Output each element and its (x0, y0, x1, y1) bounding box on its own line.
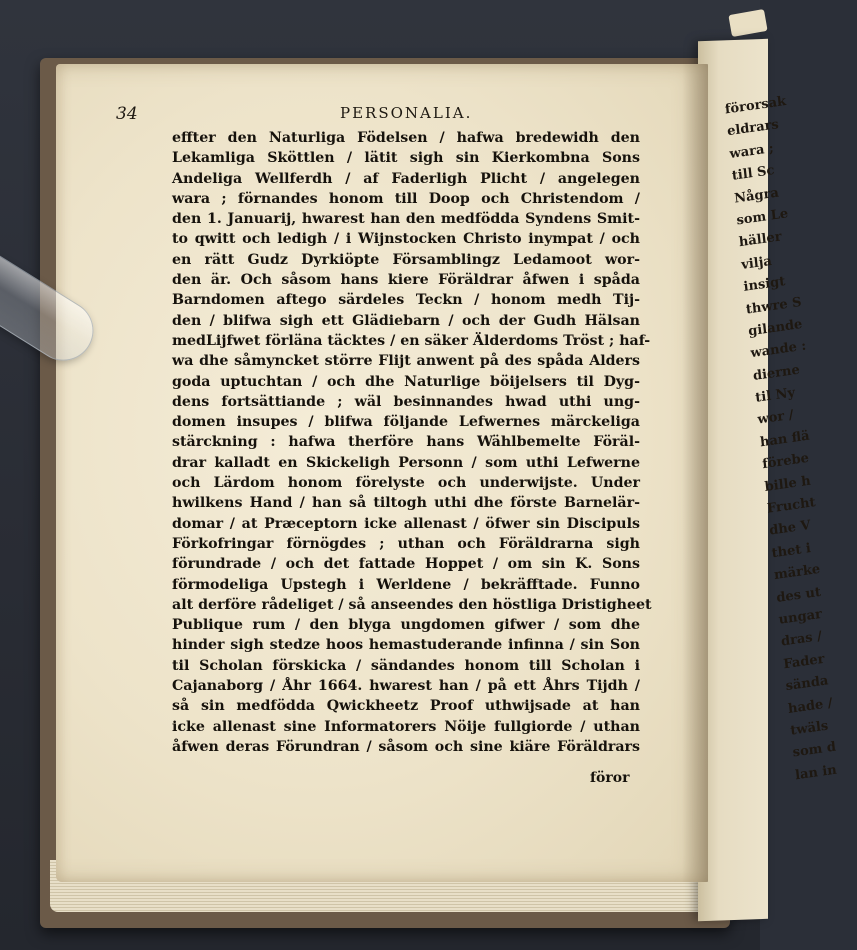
facing-page-line: Fader (782, 651, 826, 673)
text-line: stärckning : hafwa therföre hans Wählbemelte Föräl- (172, 434, 640, 451)
page-gutter-shadow (682, 64, 708, 882)
facing-page-line: bille h (763, 473, 812, 495)
facing-page-line: lan in (794, 762, 838, 784)
facing-page-line: Frucht (766, 495, 817, 517)
facing-page-line: vilja (740, 253, 773, 273)
text-line: to qwitt och ledigh / i Wijnstocken Christo inympat / och (172, 231, 640, 248)
facing-page-line: wara ; (728, 140, 775, 162)
text-line: til Scholan förskicka / sändandes honom till Scholan i (172, 657, 640, 674)
facing-page-line: insigt (742, 274, 786, 295)
facing-page-line: twäls (789, 718, 829, 739)
facing-page-line: till Sc (731, 163, 776, 184)
facing-page-line: eldrars (726, 117, 780, 140)
body-text (172, 128, 652, 757)
running-head: PERSONALIA. (340, 104, 473, 122)
text-line: Barndomen aftego särdeles Teckn / honom medh Tij- (172, 292, 640, 309)
text-line: domen insupes / blifwa följande Lefwernes märckeliga (172, 414, 640, 431)
facing-page-line: märke (773, 562, 821, 584)
text-line: Lekamliga Sköttlen / lätit sigh sin Kierkombna Sons (172, 150, 640, 167)
facing-page-line: häller (738, 229, 783, 251)
text-line: goda uptuchtan / och dhe Naturlige böijelsers til Dyg- (172, 373, 640, 390)
facing-page (698, 39, 838, 921)
facing-page-line: Några (733, 185, 780, 207)
text-line: Förkofringar förnögdes ; uthan och Föräldrarna sigh (172, 535, 640, 552)
text-line: den 1. Januarij, hwarest han den medfödda Syndens Smit- (172, 211, 640, 228)
text-line: förundrade / och det fattade Hoppet / om sin K. Sons (172, 556, 640, 573)
text-line: medLijfwet förläna täcktes / en säker Älderdoms Tröst ; haf- (172, 332, 651, 349)
facing-page-line: ungar (778, 606, 823, 628)
page-corner-tab (728, 9, 767, 37)
text-line: drar kalladt en Skickeligh Personn / som uthi Lefwerne (172, 454, 640, 471)
text-line: den / blifwa sigh ett Glädiebarn / och der Gudh Hälsan (172, 312, 640, 329)
text-line: Cajanaborg / Åhr 1664. hwarest han / på ett Åhrs Tijdh / (172, 678, 640, 695)
text-line: en rätt Gudz Dyrkiöpte Församblingz Ledamoot wor- (172, 251, 640, 268)
facing-page-line: sända (785, 673, 830, 695)
text-line: domar / at Præceptorn icke allenast / öfwer sin Discipuls (172, 515, 640, 532)
facing-page-line: wande : (749, 338, 807, 362)
text-line: åfwen deras Förundran / såsom och sine kiäre Föräldrars (172, 738, 640, 755)
text-line: förmodeliga Upstegh i Werldene / bekräfftade. Funno (172, 576, 640, 593)
text-line: hwilkens Hand / han så tiltogh uthi dhe förste Barnelär- (172, 495, 640, 512)
facing-page-line: dhe V (768, 518, 812, 539)
facing-page-line: gilande (747, 316, 804, 340)
page-number: 34 (116, 104, 138, 124)
text-line: icke allenast sine Informatorers Nöije fullgiorde / uthan (172, 718, 640, 735)
text-line: effter den Naturliga Födelsen / hafwa bredewidh den (172, 130, 640, 146)
text-line: den är. Och såsom hans kiere Föräldrar åfwen i spåda (172, 272, 640, 289)
facing-page-line: som Le (735, 206, 789, 229)
facing-page-line: hade / (787, 695, 834, 717)
facing-page-line: des ut (775, 584, 822, 606)
text-line: alt derföre rådeliget / så anseendes den höstliga Dristigheet (172, 596, 652, 613)
facing-page-line: thwre S (745, 294, 803, 318)
facing-page-text (698, 91, 857, 791)
facing-page-line: til Ny (754, 385, 796, 406)
text-line: Publique rum / den blyga ungdomen gifwer / som dhe (172, 617, 640, 634)
facing-page-line: dierne (752, 362, 801, 384)
text-line: wara ; förnandes honom till Doop och Christendom / (172, 190, 640, 207)
catchword: föror (590, 770, 630, 786)
facing-page-line: thet i (770, 540, 812, 562)
text-line: wa dhe såmyncket större Flijt anwent på des spåda Alders (172, 353, 640, 370)
text-line: Andeliga Wellferdh / af Faderligh Plicht / angelegen (172, 170, 640, 187)
facing-page-line: dras / (780, 629, 823, 650)
facing-page-line: förebe (761, 451, 810, 473)
facing-page-line: förorsak (724, 94, 787, 118)
text-line: och Lärdom honom förelyste och underwijste. Under (172, 475, 640, 492)
text-line: dens fortsättiande ; wäl besinnandes hwad uthi ung- (172, 393, 640, 410)
facing-page-line: han flä (759, 428, 811, 451)
facing-page-line: wor / (756, 408, 795, 429)
text-line: så sin medfödda Qwickheetz Proof uthwijsade at han (172, 698, 640, 715)
facing-page-line: som d (792, 739, 837, 761)
text-line: hinder sigh stedze hoos hemastuderande infinna / sin Son (172, 637, 640, 654)
